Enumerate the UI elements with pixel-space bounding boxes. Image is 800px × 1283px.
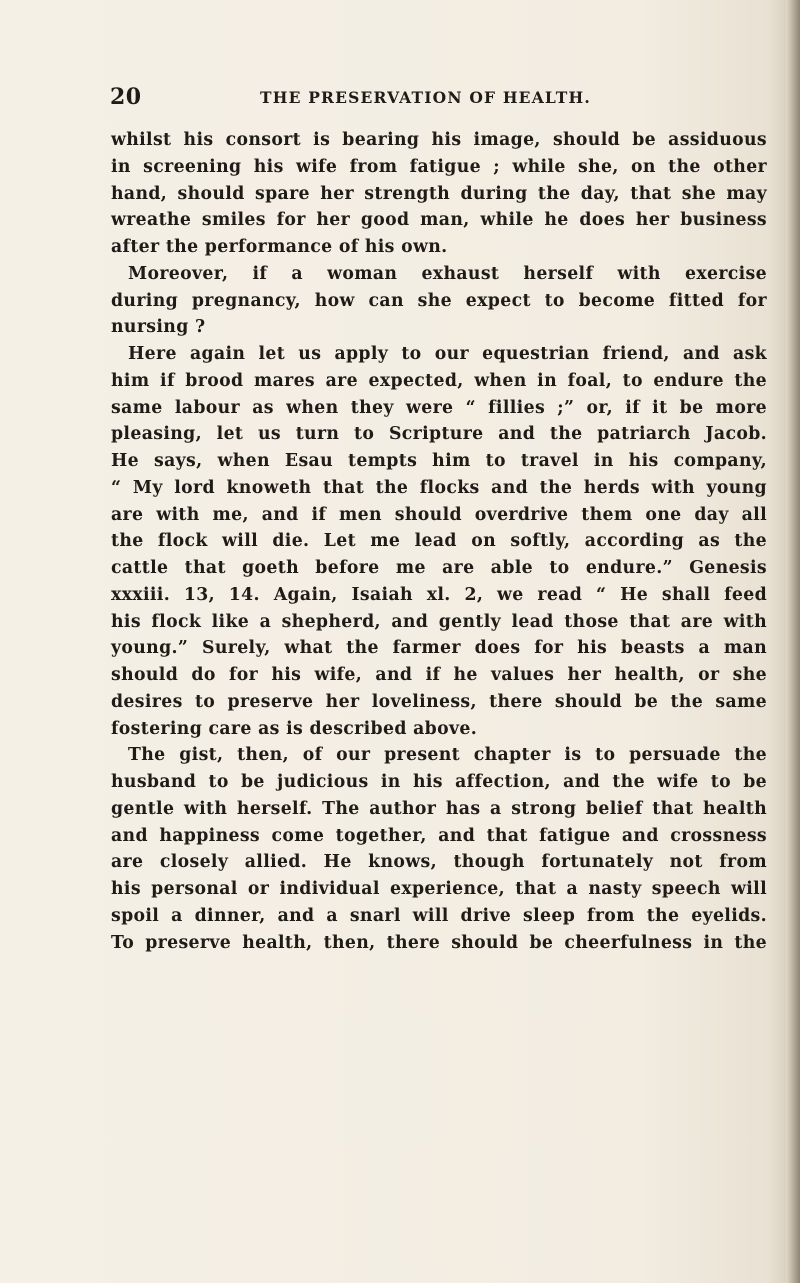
text-line: are closely allied. He knows, though fortunately not from (111, 852, 767, 873)
text-line: The gist, then, of our present chapter is to persuade the (128, 745, 767, 766)
text-line: in screening his wife from fatigue ; while she, on the other (111, 156, 767, 177)
text-line: and happiness come together, and that fatigue and crossness (111, 825, 767, 846)
text-line: spoil a dinner, and a snarl will drive sleep from the eyelids. (111, 905, 767, 926)
page-number: 20 (110, 84, 142, 110)
text-line: him if brood mares are expected, when in foal, to endure the (111, 370, 767, 391)
text-line: gentle with herself. The author has a strong belief that health (111, 798, 767, 819)
text-line: desires to preserve her loveliness, there should be the same (111, 691, 767, 712)
text-line: during pregnancy, how can she expect to become fitted for (111, 290, 767, 311)
body-text (111, 127, 767, 956)
text-line: Here again let us apply to our equestrian friend, and ask (128, 344, 767, 364)
running-title: THE PRESERVATION OF HEALTH. (260, 88, 591, 107)
text-line: his flock like a shepherd, and gently lead those that are with (111, 611, 767, 632)
text-line: Moreover, if a woman exhaust herself with exercise (128, 263, 767, 284)
text-line: are with me, and if men should overdrive them one day all (111, 504, 767, 525)
text-line: pleasing, let us turn to Scripture and the patriarch Jacob. (111, 424, 767, 445)
page-edge-shadow (786, 0, 800, 1283)
text-line: the flock will die. Let me lead on softly, according as the (111, 531, 767, 552)
text-line: should do for his wife, and if he values her health, or she (111, 665, 767, 685)
text-line: nursing ? (111, 317, 206, 338)
text-line: young.” Surely, what the farmer does for his beasts a man (111, 638, 767, 659)
text-line: same labour as when they were “ fillies ;” or, if it be more (111, 397, 767, 418)
text-line: fostering care as is described above. (111, 718, 478, 739)
text-line: wreathe smiles for her good man, while he does her business (111, 210, 767, 231)
text-line: after the performance of his own. (111, 237, 448, 257)
text-line: his personal or individual experience, that a nasty speech will (111, 879, 767, 899)
text-line: hand, should spare her strength during the day, that she may (111, 183, 767, 204)
text-line: He says, when Esau tempts him to travel in his company, (111, 451, 767, 471)
text-line: whilst his consort is bearing his image, should be assiduous (111, 130, 767, 150)
text-line: husband to be judicious in his affection, and the wife to be (111, 772, 767, 792)
text-line: To preserve health, then, there should be cheerfulness in the (111, 932, 767, 953)
text-line: cattle that goeth before me are able to endure.” Genesis (111, 558, 767, 578)
text-line: “ My lord knoweth that the flocks and the herds with young (111, 477, 767, 498)
running-head (110, 84, 765, 114)
text-line: xxxiii. 13, 14. Again, Isaiah xl. 2, we read “ He shall feed (111, 584, 767, 605)
